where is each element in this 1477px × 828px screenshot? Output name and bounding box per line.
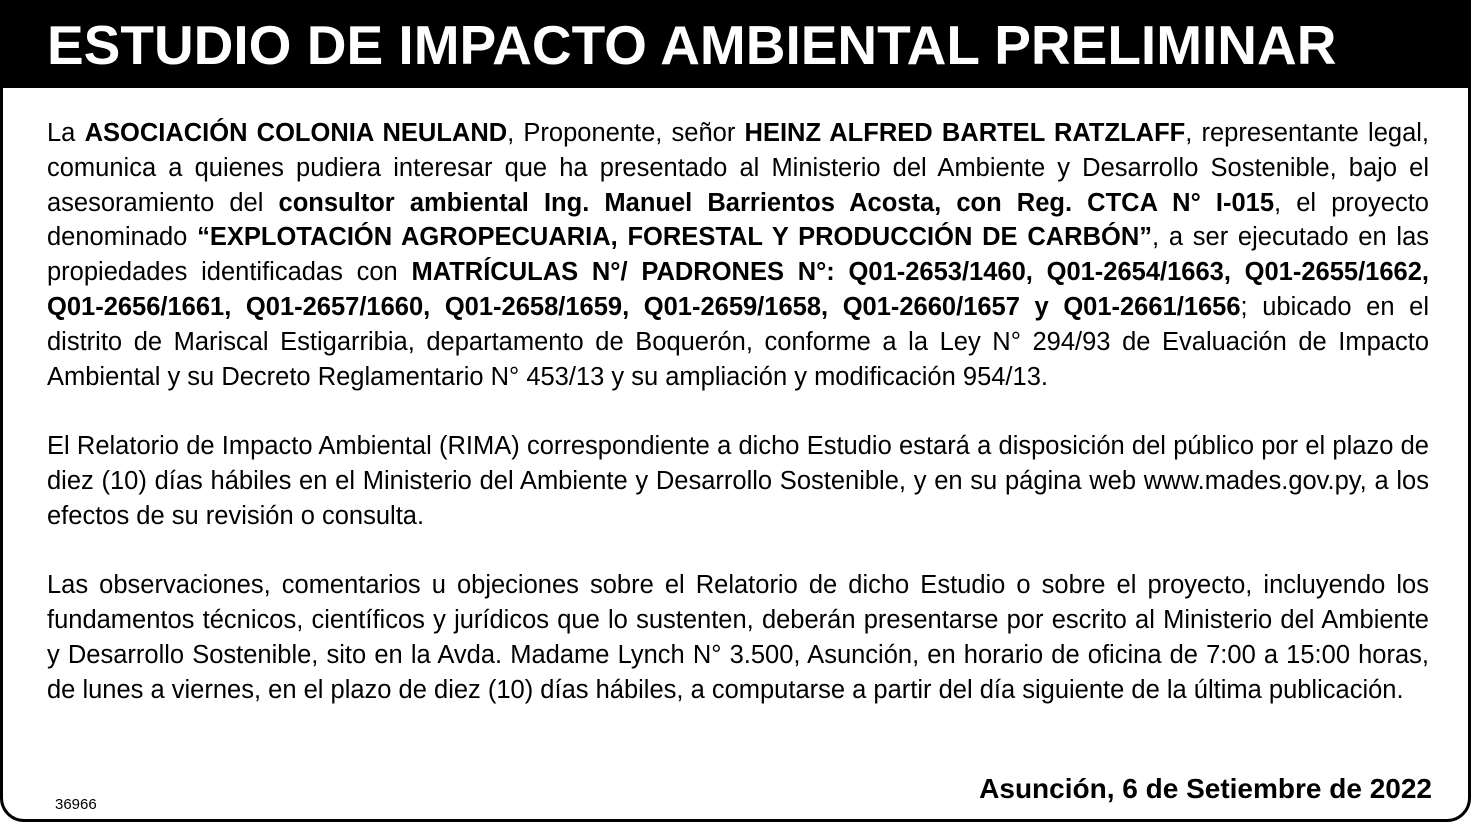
p1-text-5: , a ser ejecutado en las propiedades identificadas con: [47, 223, 1429, 287]
paragraph-observations: Las observaciones, comentarios u objeciones sobre el Relatorio de dicho Estudio o sobre el proyecto, incluyendo los fundamentos técnicos, científicos y jurídicos que lo sustenten, deberán presentarse por escrito al Ministerio del Ambiente y Desarrollo Sostenible, sito en la Avda. Madame Lynch N° 3.500, Asunción, en horario de oficina de 7:00 a 15:00 horas, de lunes a viernes, en el plazo de diez (10) días hábiles, a computarse a partir del día siguiente de la última publicación.: [47, 571, 1429, 704]
notice-number: 36966: [55, 796, 97, 813]
property-registrations: MATRÍCULAS N°/ PADRONES N°: Q01-2653/1460, Q01-2654/1663, Q01-2655/1662, Q01-2656/1661, Q01-2657/1660, Q01-2658/1659, Q01-2659/1658, Q01-2660/1657 y Q01-2661/1656: [47, 258, 1429, 321]
p1-text-2: , Proponente, señor: [507, 119, 745, 147]
project-name: “EXPLOTACIÓN AGROPECUARIA, FORESTAL Y PRODUCCIÓN DE CARBÓN”: [197, 223, 1152, 252]
p1-text-3: , representante legal, comunica a quienes pudiera interesar que ha presentado al Ministerio del Ambiente y Desarrollo Sostenible, bajo el asesoramiento del: [47, 119, 1430, 217]
place-date-line: Asunción, 6 de Setiembre de 2022: [979, 773, 1432, 804]
p1-text-1: La: [47, 119, 85, 147]
paragraph-rima-availability: El Relatorio de Impacto Ambiental (RIMA) correspondiente a dicho Estudio estará a disposición del público por el plazo de diez (10) días hábiles en el Ministerio del Ambiente y Desarrollo Sostenible, y en su página web www.mades.gov.py, a los efectos de su revisión o consulta.: [47, 432, 1429, 530]
representative-name: HEINZ ALFRED BARTEL RATZLAFF: [744, 119, 1186, 147]
p1-text-4: , el proyecto denominado: [47, 188, 1429, 252]
consultant-info: consultor ambiental Ing. Manuel Barrientos Acosta, con Reg. CTCA N° I-015: [278, 188, 1275, 217]
paragraph-proponent: [47, 116, 1429, 394]
proponent-name: ASOCIACIÓN COLONIA NEULAND: [84, 119, 508, 147]
p1-text-6: ; ubicado en el distrito de Mariscal Estigarribia, departamento de Boquerón, conforme a la Ley N° 294/93 de Evaluación de Impacto Ambiental y su Decreto Reglamentario N° 453/13 y su ampliación y modificación 954/13.: [47, 292, 1429, 391]
notice-body: [47, 116, 1429, 708]
notice-title: ESTUDIO DE IMPACTO AMBIENTAL PRELIMINAR: [3, 3, 1468, 88]
